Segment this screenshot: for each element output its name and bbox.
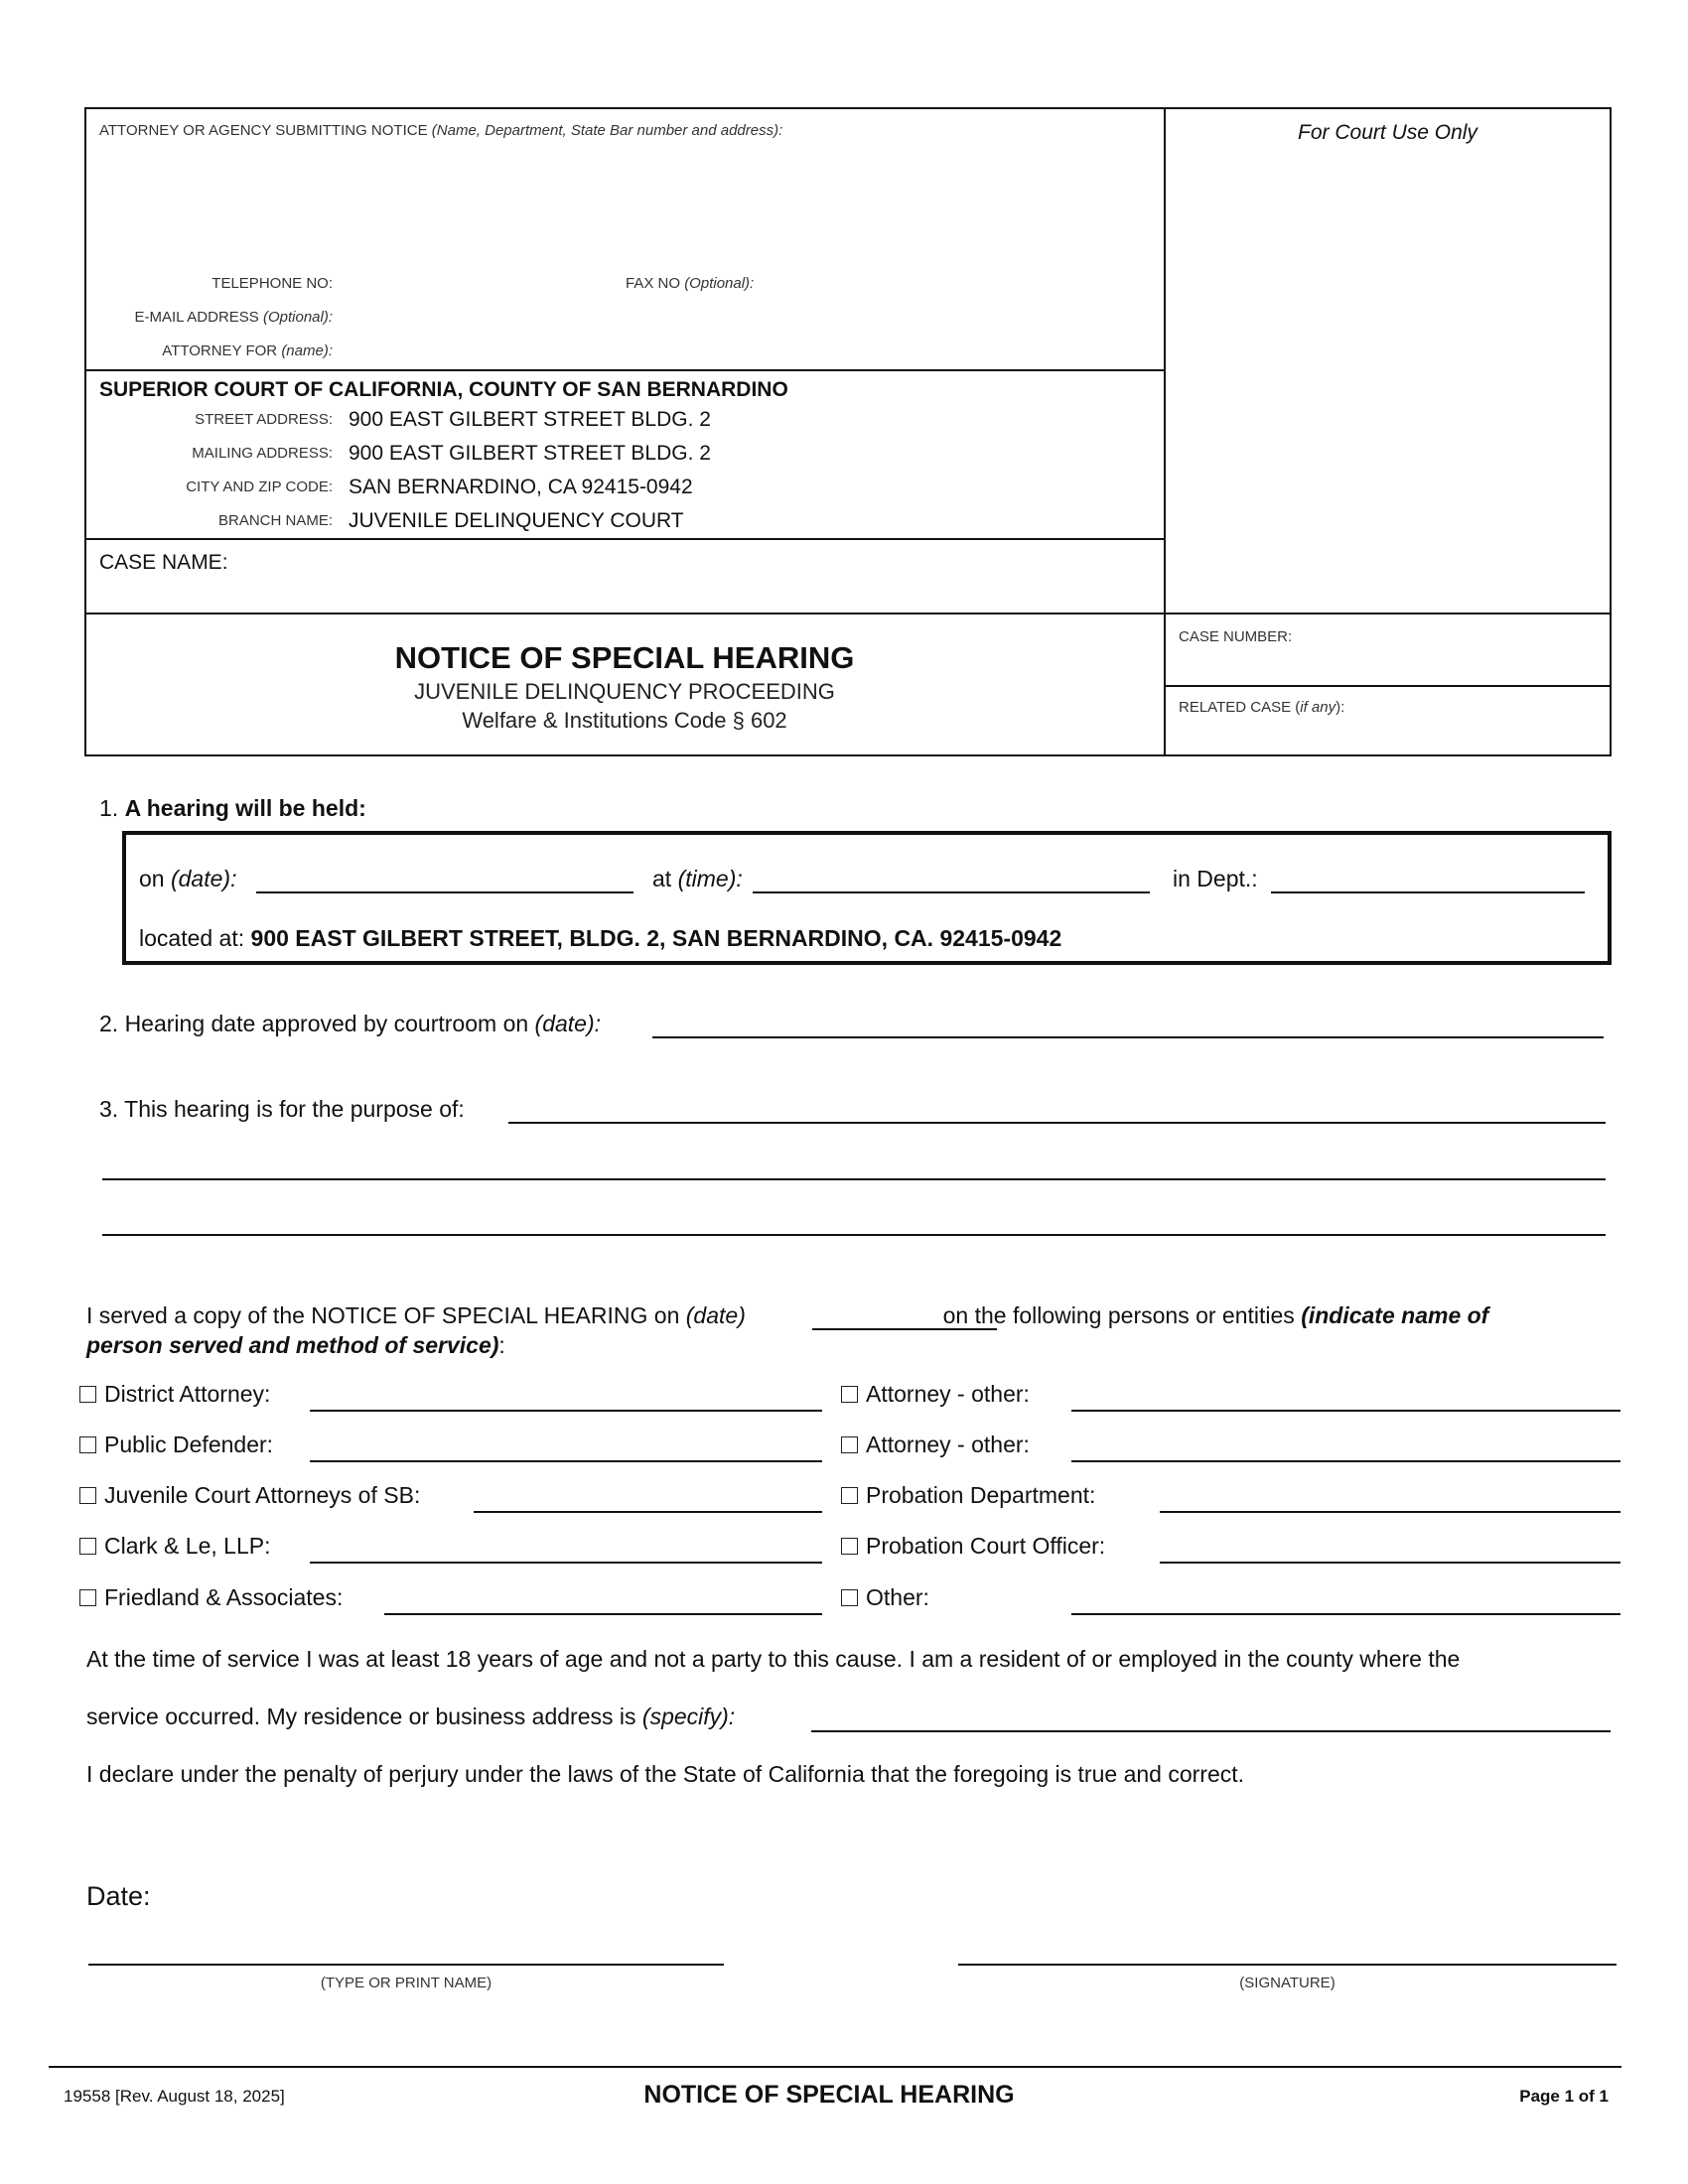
casename-title-divider	[84, 613, 1612, 614]
form-title: NOTICE OF SPECIAL HEARING	[394, 640, 855, 675]
checkbox-icon[interactable]	[79, 1386, 96, 1403]
declaration-line2: service occurred. My residence or business address is (specify):	[86, 1704, 736, 1729]
checkbox-icon[interactable]	[841, 1589, 858, 1606]
form-number: 19558 [Rev. August 18, 2025]	[64, 2087, 285, 2106]
print-name-line[interactable]	[88, 1964, 724, 1966]
checkbox-friedland[interactable]: Friedland & Associates:	[79, 1584, 343, 1611]
checkbox-attorney-other-1[interactable]: Attorney - other:	[841, 1381, 1030, 1408]
street-value: 900 EAST GILBERT STREET BLDG. 2	[349, 408, 711, 431]
item1-heading: 1. A hearing will be held:	[99, 795, 366, 821]
checkbox-juvenile-court-attorneys[interactable]: Juvenile Court Attorneys of SB:	[79, 1482, 420, 1509]
attorney-other-1-field[interactable]	[1071, 1410, 1620, 1412]
mailing-label: MAILING ADDRESS:	[192, 445, 333, 462]
casenumber-related-divider	[1164, 685, 1612, 687]
item3-label: 3. This hearing is for the purpose of:	[99, 1096, 465, 1122]
court-casename-divider	[84, 538, 1165, 540]
related-case-label: RELATED CASE (if any):	[1179, 699, 1345, 716]
clark-le-field[interactable]	[310, 1562, 822, 1564]
checkbox-icon[interactable]	[841, 1386, 858, 1403]
checkbox-icon[interactable]	[841, 1487, 858, 1504]
checkbox-probation-department[interactable]: Probation Department:	[841, 1482, 1095, 1509]
checkbox-district-attorney[interactable]: District Attorney:	[79, 1381, 270, 1408]
case-name-label: CASE NAME:	[99, 551, 228, 574]
hearing-date-field[interactable]	[256, 891, 633, 893]
mailing-value: 900 EAST GILBERT STREET BLDG. 2	[349, 442, 711, 465]
form-subtitle-2: Welfare & Institutions Code § 602	[462, 708, 787, 733]
footer-title: NOTICE OF SPECIAL HEARING	[643, 2081, 1015, 2109]
checkbox-icon[interactable]	[79, 1538, 96, 1555]
telephone-label: TELEPHONE NO:	[211, 275, 333, 292]
print-name-caption: (TYPE OR PRINT NAME)	[320, 1975, 492, 1991]
attorney-for-label: ATTORNEY FOR (name):	[162, 342, 333, 359]
attorney-label: ATTORNEY OR AGENCY SUBMITTING NOTICE (Name, Department, State Bar number and address):	[99, 122, 783, 139]
purpose-field-2[interactable]	[102, 1178, 1606, 1180]
purpose-field-3[interactable]	[102, 1234, 1606, 1236]
court-use-label: For Court Use Only	[1298, 121, 1477, 144]
branch-value: JUVENILE DELINQUENCY COURT	[349, 509, 684, 532]
service-intro-line1: I served a copy of the NOTICE OF SPECIAL HEARING on (date) on the following persons or entities (indicate name of	[86, 1302, 1489, 1328]
date-label: Date:	[86, 1881, 151, 1911]
page-number: Page 1 of 1	[1519, 2087, 1609, 2106]
checkbox-attorney-other-2[interactable]: Attorney - other:	[841, 1432, 1030, 1458]
hearing-dept-field[interactable]	[1271, 891, 1585, 893]
footer-rule	[49, 2066, 1621, 2068]
purpose-field-1[interactable]	[508, 1122, 1606, 1124]
hearing-time-field[interactable]	[753, 891, 1150, 893]
checkbox-probation-court-officer[interactable]: Probation Court Officer:	[841, 1533, 1105, 1560]
juvenile-court-attorneys-field[interactable]	[474, 1511, 822, 1513]
checkbox-other[interactable]: Other:	[841, 1584, 929, 1611]
declaration-line1: At the time of service I was at least 18 years of age and not a party to this cause. I am a resident of or employed in the county where the	[86, 1646, 1461, 1672]
attorney-other-2-field[interactable]	[1071, 1460, 1620, 1462]
other-field[interactable]	[1071, 1613, 1620, 1615]
checkbox-icon[interactable]	[79, 1436, 96, 1453]
email-label: E-MAIL ADDRESS (Optional):	[134, 309, 333, 326]
checkbox-clark-le[interactable]: Clark & Le, LLP:	[79, 1533, 270, 1560]
city-value: SAN BERNARDINO, CA 92415-0942	[349, 476, 693, 498]
public-defender-field[interactable]	[310, 1460, 822, 1462]
hearing-location: located at: 900 EAST GILBERT STREET, BLDG. 2, SAN BERNARDINO, CA. 92415-0942	[139, 925, 1062, 951]
form-subtitle-1: JUVENILE DELINQUENCY PROCEEDING	[414, 679, 835, 704]
checkbox-icon[interactable]	[79, 1487, 96, 1504]
checkbox-icon[interactable]	[841, 1436, 858, 1453]
fax-label: FAX NO (Optional):	[626, 275, 755, 292]
service-intro-line2: person served and method of service):	[86, 1332, 505, 1358]
attorney-court-divider	[84, 369, 1165, 371]
hearing-dept-label: in Dept.:	[1173, 866, 1258, 891]
signature-line[interactable]	[958, 1964, 1617, 1966]
checkbox-public-defender[interactable]: Public Defender:	[79, 1432, 273, 1458]
probation-department-field[interactable]	[1160, 1511, 1620, 1513]
probation-court-officer-field[interactable]	[1160, 1562, 1620, 1564]
checkbox-icon[interactable]	[841, 1538, 858, 1555]
street-label: STREET ADDRESS:	[195, 411, 333, 428]
residence-address-field[interactable]	[811, 1730, 1611, 1732]
case-number-label: CASE NUMBER:	[1179, 628, 1293, 645]
declaration-line3: I declare under the penalty of perjury under the laws of the State of California that the foregoing is true and correct.	[86, 1761, 1245, 1787]
approved-date-field[interactable]	[652, 1036, 1604, 1038]
item2-label: 2. Hearing date approved by courtroom on (date):	[99, 1011, 602, 1036]
signature-caption: (SIGNATURE)	[1239, 1975, 1336, 1991]
service-date-field[interactable]	[812, 1328, 997, 1330]
district-attorney-field[interactable]	[310, 1410, 822, 1412]
city-label: CITY AND ZIP CODE:	[186, 478, 333, 495]
branch-label: BRANCH NAME:	[217, 512, 333, 529]
hearing-date-label: on (date):	[139, 866, 237, 891]
court-name: SUPERIOR COURT OF CALIFORNIA, COUNTY OF SAN BERNARDINO	[99, 378, 788, 401]
hearing-time-label: at (time):	[652, 866, 743, 891]
friedland-field[interactable]	[384, 1613, 822, 1615]
checkbox-icon[interactable]	[79, 1589, 96, 1606]
